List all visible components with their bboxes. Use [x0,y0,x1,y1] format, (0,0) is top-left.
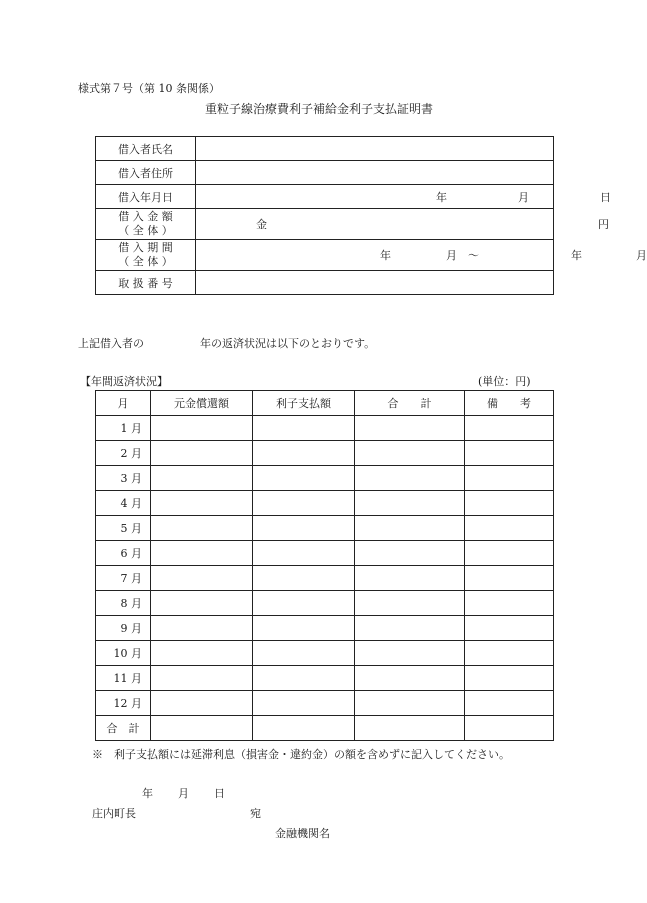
date-year-unit: 年 [142,787,153,800]
month-label: 5 月 [96,516,151,541]
handling-number-label: 取 扱 番 号 [96,271,196,295]
month-label: 2 月 [96,441,151,466]
total-cell[interactable] [355,416,465,441]
total-cell[interactable] [355,541,465,566]
period-start-year-unit: 年 [380,249,391,262]
remarks-cell[interactable] [465,716,554,741]
period-tilde: ～ [468,249,479,262]
month-label: 4 月 [96,491,151,516]
loan-date-day-unit: 日 [600,190,611,204]
total-cell[interactable] [355,591,465,616]
borrower-address-label: 借入者住所 [96,161,196,185]
total-cell[interactable] [355,516,465,541]
remarks-cell[interactable] [465,491,554,516]
principal-cell[interactable] [151,716,253,741]
total-cell[interactable] [355,616,465,641]
loan-date-field[interactable] [196,185,611,209]
principal-cell[interactable] [151,666,253,691]
loan-period-label-line2: （ 全 体 ） [118,255,173,268]
loan-period-label [96,240,196,271]
form-number: 様式第７号（第 10 条関係） [78,82,220,95]
principal-cell[interactable] [151,441,253,466]
interest-cell[interactable] [253,491,355,516]
month-label: 11 月 [96,666,151,691]
interest-cell[interactable] [253,716,355,741]
statement-suffix: 年の返済状況は以下のとおりです。 [200,337,376,350]
principal-cell[interactable] [151,516,253,541]
remarks-cell[interactable] [465,591,554,616]
loan-date-row [96,185,554,209]
remarks-cell[interactable] [465,541,554,566]
principal-cell[interactable] [151,491,253,516]
loan-date-year-unit: 年 [436,190,447,204]
loan-amount-field[interactable] [196,209,609,240]
institution-label: 金融機関名 [275,827,330,840]
month-label: 1 月 [96,416,151,441]
month-label: 7 月 [96,566,151,591]
total-cell[interactable] [355,466,465,491]
period-start-month-unit: 月 [446,249,457,262]
borrower-name-label: 借入者氏名 [96,137,196,161]
interest-cell[interactable] [253,691,355,716]
loan-date-month-unit: 月 [518,190,529,204]
interest-cell[interactable] [253,441,355,466]
col-header-interest: 利子支払額 [253,391,355,416]
monthly-repayment-table [95,390,554,741]
remarks-cell[interactable] [465,516,554,541]
loan-date-label: 借入年月日 [96,185,196,209]
loan-period-row [96,240,554,271]
month-label: 3 月 [96,466,151,491]
loan-period-field[interactable] [196,240,647,271]
borrower-address-field[interactable] [196,161,554,185]
principal-cell[interactable] [151,616,253,641]
addressee: 庄内町長 [92,807,136,820]
footnote: ※ 利子支払額には延滞利息（損害金・違約金）の額を含めずに記入してください。 [92,748,510,761]
date-day-unit: 日 [214,787,225,800]
borrower-name-row [96,137,554,161]
col-header-total: 合 計 [355,391,465,416]
table-row [96,441,554,466]
loan-amount-label-line2: （ 全 体 ） [118,224,173,237]
loan-amount-row [96,209,554,240]
period-end-year-unit: 年 [571,249,582,262]
total-cell[interactable] [355,666,465,691]
date-month-unit: 月 [178,787,189,800]
remarks-cell[interactable] [465,666,554,691]
remarks-cell[interactable] [465,566,554,591]
remarks-cell[interactable] [465,416,554,441]
period-end-month-unit: 月 [636,249,647,262]
remarks-cell[interactable] [465,691,554,716]
loan-amount-prefix: 金 [256,218,267,231]
total-cell[interactable] [355,441,465,466]
remarks-cell[interactable] [465,466,554,491]
principal-cell[interactable] [151,591,253,616]
total-cell[interactable] [355,566,465,591]
table-row [96,516,554,541]
form-title: 重粒子線治療費利子補給金利子支払証明書 [205,102,434,116]
interest-cell[interactable] [253,466,355,491]
principal-cell[interactable] [151,641,253,666]
statement-prefix: 上記借入者の [78,337,144,350]
interest-cell[interactable] [253,416,355,441]
interest-cell[interactable] [253,641,355,666]
table-row [96,541,554,566]
table-row [96,616,554,641]
addressee-suffix: 宛 [250,807,261,820]
total-label: 合 計 [96,716,151,741]
table-header-row [96,391,554,416]
principal-cell[interactable] [151,691,253,716]
table-row [96,491,554,516]
col-header-remarks: 備 考 [465,391,554,416]
interest-cell[interactable] [253,541,355,566]
section-title: 【年間返済状況】 [80,375,168,388]
table-row [96,691,554,716]
loan-amount-unit: 円 [598,218,609,231]
table-row [96,466,554,491]
total-cell[interactable] [355,641,465,666]
table-row [96,591,554,616]
remarks-cell[interactable] [465,616,554,641]
handling-number-field[interactable] [196,271,554,295]
handling-number-row [96,271,554,295]
loan-period-label-line1: 借 入 期 間 [118,241,173,254]
loan-info-table [95,136,647,295]
col-header-principal: 元金償還額 [151,391,253,416]
total-cell[interactable] [355,691,465,716]
month-label: 10 月 [96,641,151,666]
remarks-cell[interactable] [465,641,554,666]
interest-cell[interactable] [253,616,355,641]
interest-cell[interactable] [253,666,355,691]
borrower-address-row [96,161,554,185]
principal-cell[interactable] [151,541,253,566]
col-header-month: 月 [96,391,151,416]
total-cell[interactable] [355,716,465,741]
principal-cell[interactable] [151,466,253,491]
principal-cell[interactable] [151,566,253,591]
table-row [96,416,554,441]
table-row [96,641,554,666]
month-label: 9 月 [96,616,151,641]
borrower-name-field[interactable] [196,137,554,161]
loan-amount-label-line1: 借 入 金 額 [118,210,173,223]
interest-cell[interactable] [253,516,355,541]
interest-cell[interactable] [253,566,355,591]
remarks-cell[interactable] [465,441,554,466]
month-label: 12 月 [96,691,151,716]
principal-cell[interactable] [151,416,253,441]
month-label: 8 月 [96,591,151,616]
total-row [96,716,554,741]
unit-note: (単位：円) [478,375,531,388]
total-cell[interactable] [355,491,465,516]
month-label: 6 月 [96,541,151,566]
monthly-table-body [96,416,554,741]
loan-amount-label [96,209,196,240]
table-row [96,566,554,591]
table-row [96,666,554,691]
interest-cell[interactable] [253,591,355,616]
